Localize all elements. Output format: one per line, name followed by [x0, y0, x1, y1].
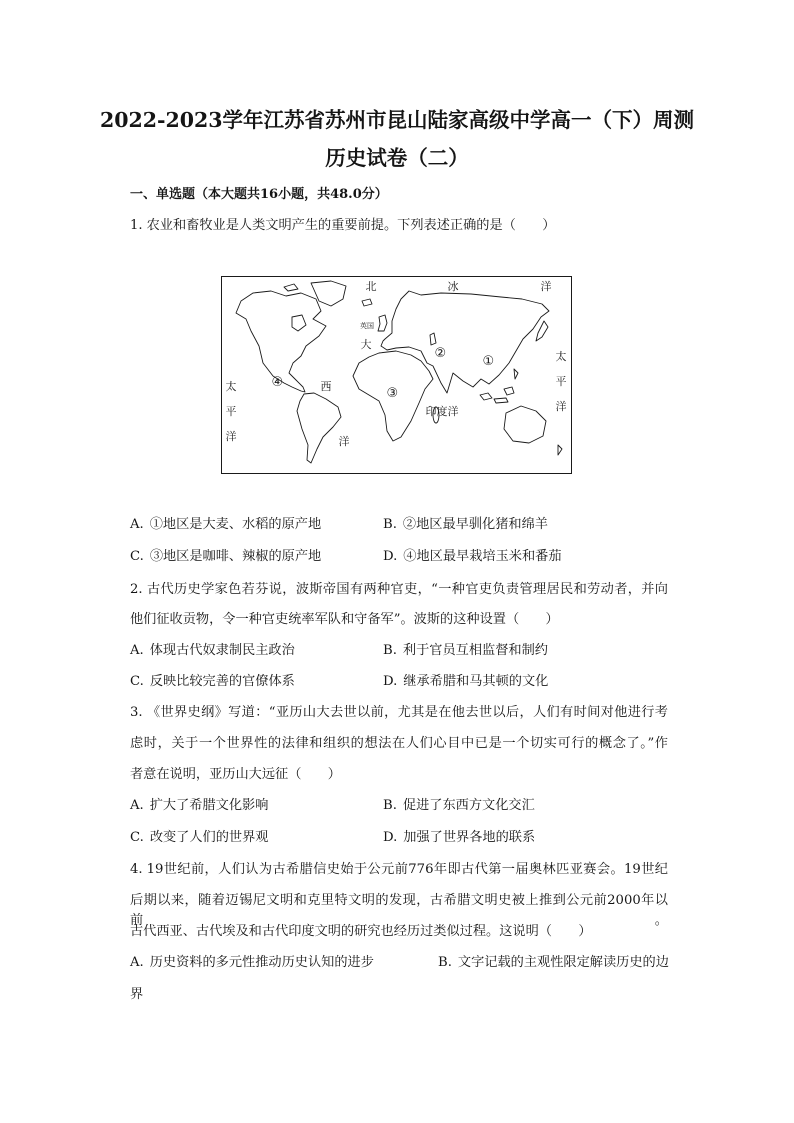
option-text: 扩大了希腊文化影响	[149, 798, 269, 813]
map-label-pacific-east-1: 太	[555, 349, 567, 363]
question-2-option-d	[383, 672, 548, 692]
map-label-pacific-west-3: 洋	[225, 429, 237, 443]
continent-australia	[504, 406, 546, 443]
question-1-stem-line-1	[130, 216, 668, 236]
question-2-stem-text: 古代历史学家色若芬说，波斯帝国有两种官吏，“一种官吏负责管理居民和劳动者，并向	[146, 582, 668, 597]
question-4-option-a	[130, 953, 374, 973]
option-text: 促进了东西方文化交汇	[402, 798, 535, 813]
question-3-stem-line-3: 者意在说明，亚历山大远征（ ）	[130, 767, 341, 782]
question-2-option-c	[130, 672, 295, 692]
map-label-pacific-east-3: 洋	[555, 399, 567, 413]
option-label: A.	[130, 798, 144, 813]
question-4-stem-line-3: 古代西亚、古代埃及和古代印度文明的研究也经历过类似过程。这说明（ ）	[130, 924, 592, 939]
option-text: 反映比较完善的官僚体系	[149, 674, 295, 689]
option-text: ②地区最早驯化猪和绵羊	[402, 517, 548, 532]
question-3-number: 3.	[130, 705, 143, 720]
option-label: D.	[383, 830, 398, 845]
map-label-atlantic-ocean-1: 大	[360, 337, 372, 351]
option-text: 加强了世界各地的联系	[403, 830, 536, 845]
map-label-indian-ocean: 印度洋	[425, 404, 459, 418]
document-title: 2022-2023学年江苏省苏州市昆山陆家高级中学高一（下）周测	[99, 108, 695, 132]
map-label-atlantic-ocean-2: 西	[320, 379, 332, 393]
philippines-outline	[514, 369, 518, 379]
map-label-atlantic-ocean-3: 洋	[338, 434, 350, 448]
option-label: A.	[130, 643, 144, 658]
iceland-outline	[362, 299, 372, 306]
option-label: C.	[130, 674, 144, 689]
option-label: A.	[130, 955, 144, 970]
option-label: B.	[383, 517, 397, 532]
option-text: 改变了人们的世界观	[149, 830, 269, 845]
question-1-number: 1.	[130, 218, 143, 233]
map-marker-2: ②	[434, 345, 447, 361]
map-marker-1: ①	[482, 353, 495, 369]
arctic-island-outline	[284, 284, 298, 291]
question-1-option-c	[130, 547, 321, 567]
option-label: C.	[130, 830, 144, 845]
new-zealand-outline	[558, 445, 562, 455]
question-3-option-c	[130, 828, 269, 848]
option-label: D.	[383, 674, 398, 689]
option-label: D.	[383, 549, 398, 564]
map-marker-3: ③	[386, 385, 399, 401]
world-map-figure	[221, 276, 572, 474]
option-label: B.	[438, 955, 452, 970]
question-4-option-b	[438, 953, 669, 973]
map-label-pacific-east-2: 平	[555, 374, 567, 388]
question-4-option-b-continued: 界	[130, 987, 144, 1002]
option-text: ①地区是大麦、水稻的原产地	[149, 517, 322, 532]
map-label-arctic-ocean-2: 冰	[447, 280, 459, 293]
indonesia-outline-1	[480, 393, 492, 400]
question-1-option-b	[383, 515, 548, 535]
question-4-stem-line-2: 后期以来，随着迈锡尼文明和克里特文明的发现，古希腊文明史被上推到公元前2000年以前。	[130, 893, 668, 928]
question-2-stem-line-2: 他们征收贡物，令一种官吏统率军队和守备军”。波斯的这种设置（ ）	[130, 612, 559, 627]
map-label-pacific-west-1: 太	[225, 379, 237, 393]
option-text: 利于官员互相监督和制约	[402, 643, 548, 658]
question-3-stem-line-2: 虑时，关于一个世界性的法律和组织的想法在人们心目中已是一个切实可行的概念了。”作	[130, 736, 668, 751]
option-text: 体现古代奴隶制民主政治	[149, 643, 295, 658]
question-2-option-a	[130, 641, 295, 661]
question-2-stem-line-1	[130, 580, 668, 600]
question-3-option-a	[130, 796, 268, 816]
option-label: B.	[383, 643, 397, 658]
question-2-option-b	[383, 641, 548, 661]
question-4-stem-text: 19世纪前，人们认为古希腊信史始于公元前776年即古代第一届奥林匹亚赛会。19世纪	[146, 862, 668, 877]
continent-south-america	[297, 393, 341, 463]
section-heading: 一、单选题（本大题共16小题，共48.0分）	[130, 187, 388, 202]
indonesia-outline-3	[504, 387, 514, 395]
option-text: 继承希腊和马其顿的文化	[403, 674, 549, 689]
question-1-option-a	[130, 515, 321, 535]
map-label-arctic-ocean-1: 北	[365, 280, 377, 293]
uk-outline	[378, 315, 387, 331]
map-label-pacific-west-2: 平	[225, 404, 237, 418]
japan-outline	[536, 321, 548, 341]
question-3-stem-text: 《世界史纲》写道：“亚历山大去世以前，尤其是在他去世以后，人们有时间对他进行考	[146, 705, 668, 720]
question-1-option-d	[383, 547, 562, 567]
question-4-number: 4.	[130, 862, 143, 877]
question-2-number: 2.	[130, 582, 143, 597]
question-3-option-b	[383, 796, 535, 816]
option-label: A.	[130, 517, 144, 532]
document-subtitle: 历史试卷（二）	[325, 146, 469, 170]
question-3-option-d	[383, 828, 535, 848]
question-3-stem-line-1	[130, 703, 668, 723]
indonesia-outline-2	[494, 398, 508, 403]
option-text: 历史资料的多元性推动历史认知的进步	[149, 955, 374, 970]
option-text: ③地区是咖啡、辣椒的原产地	[149, 549, 322, 564]
option-label: C.	[130, 549, 144, 564]
map-label-uk: 英国	[360, 322, 374, 330]
map-label-arctic-ocean-3: 洋	[540, 280, 552, 293]
question-1-stem-text: 农业和畜牧业是人类文明产生的重要前提。下列表述正确的是（ ）	[146, 218, 556, 233]
question-4-stem-line-1	[130, 860, 668, 880]
map-marker-4: ④	[271, 374, 284, 390]
option-text: ④地区最早栽培玉米和番茄	[403, 549, 562, 564]
option-label: B.	[383, 798, 397, 813]
option-text: 文字记载的主观性限定解读历史的边	[457, 955, 669, 970]
